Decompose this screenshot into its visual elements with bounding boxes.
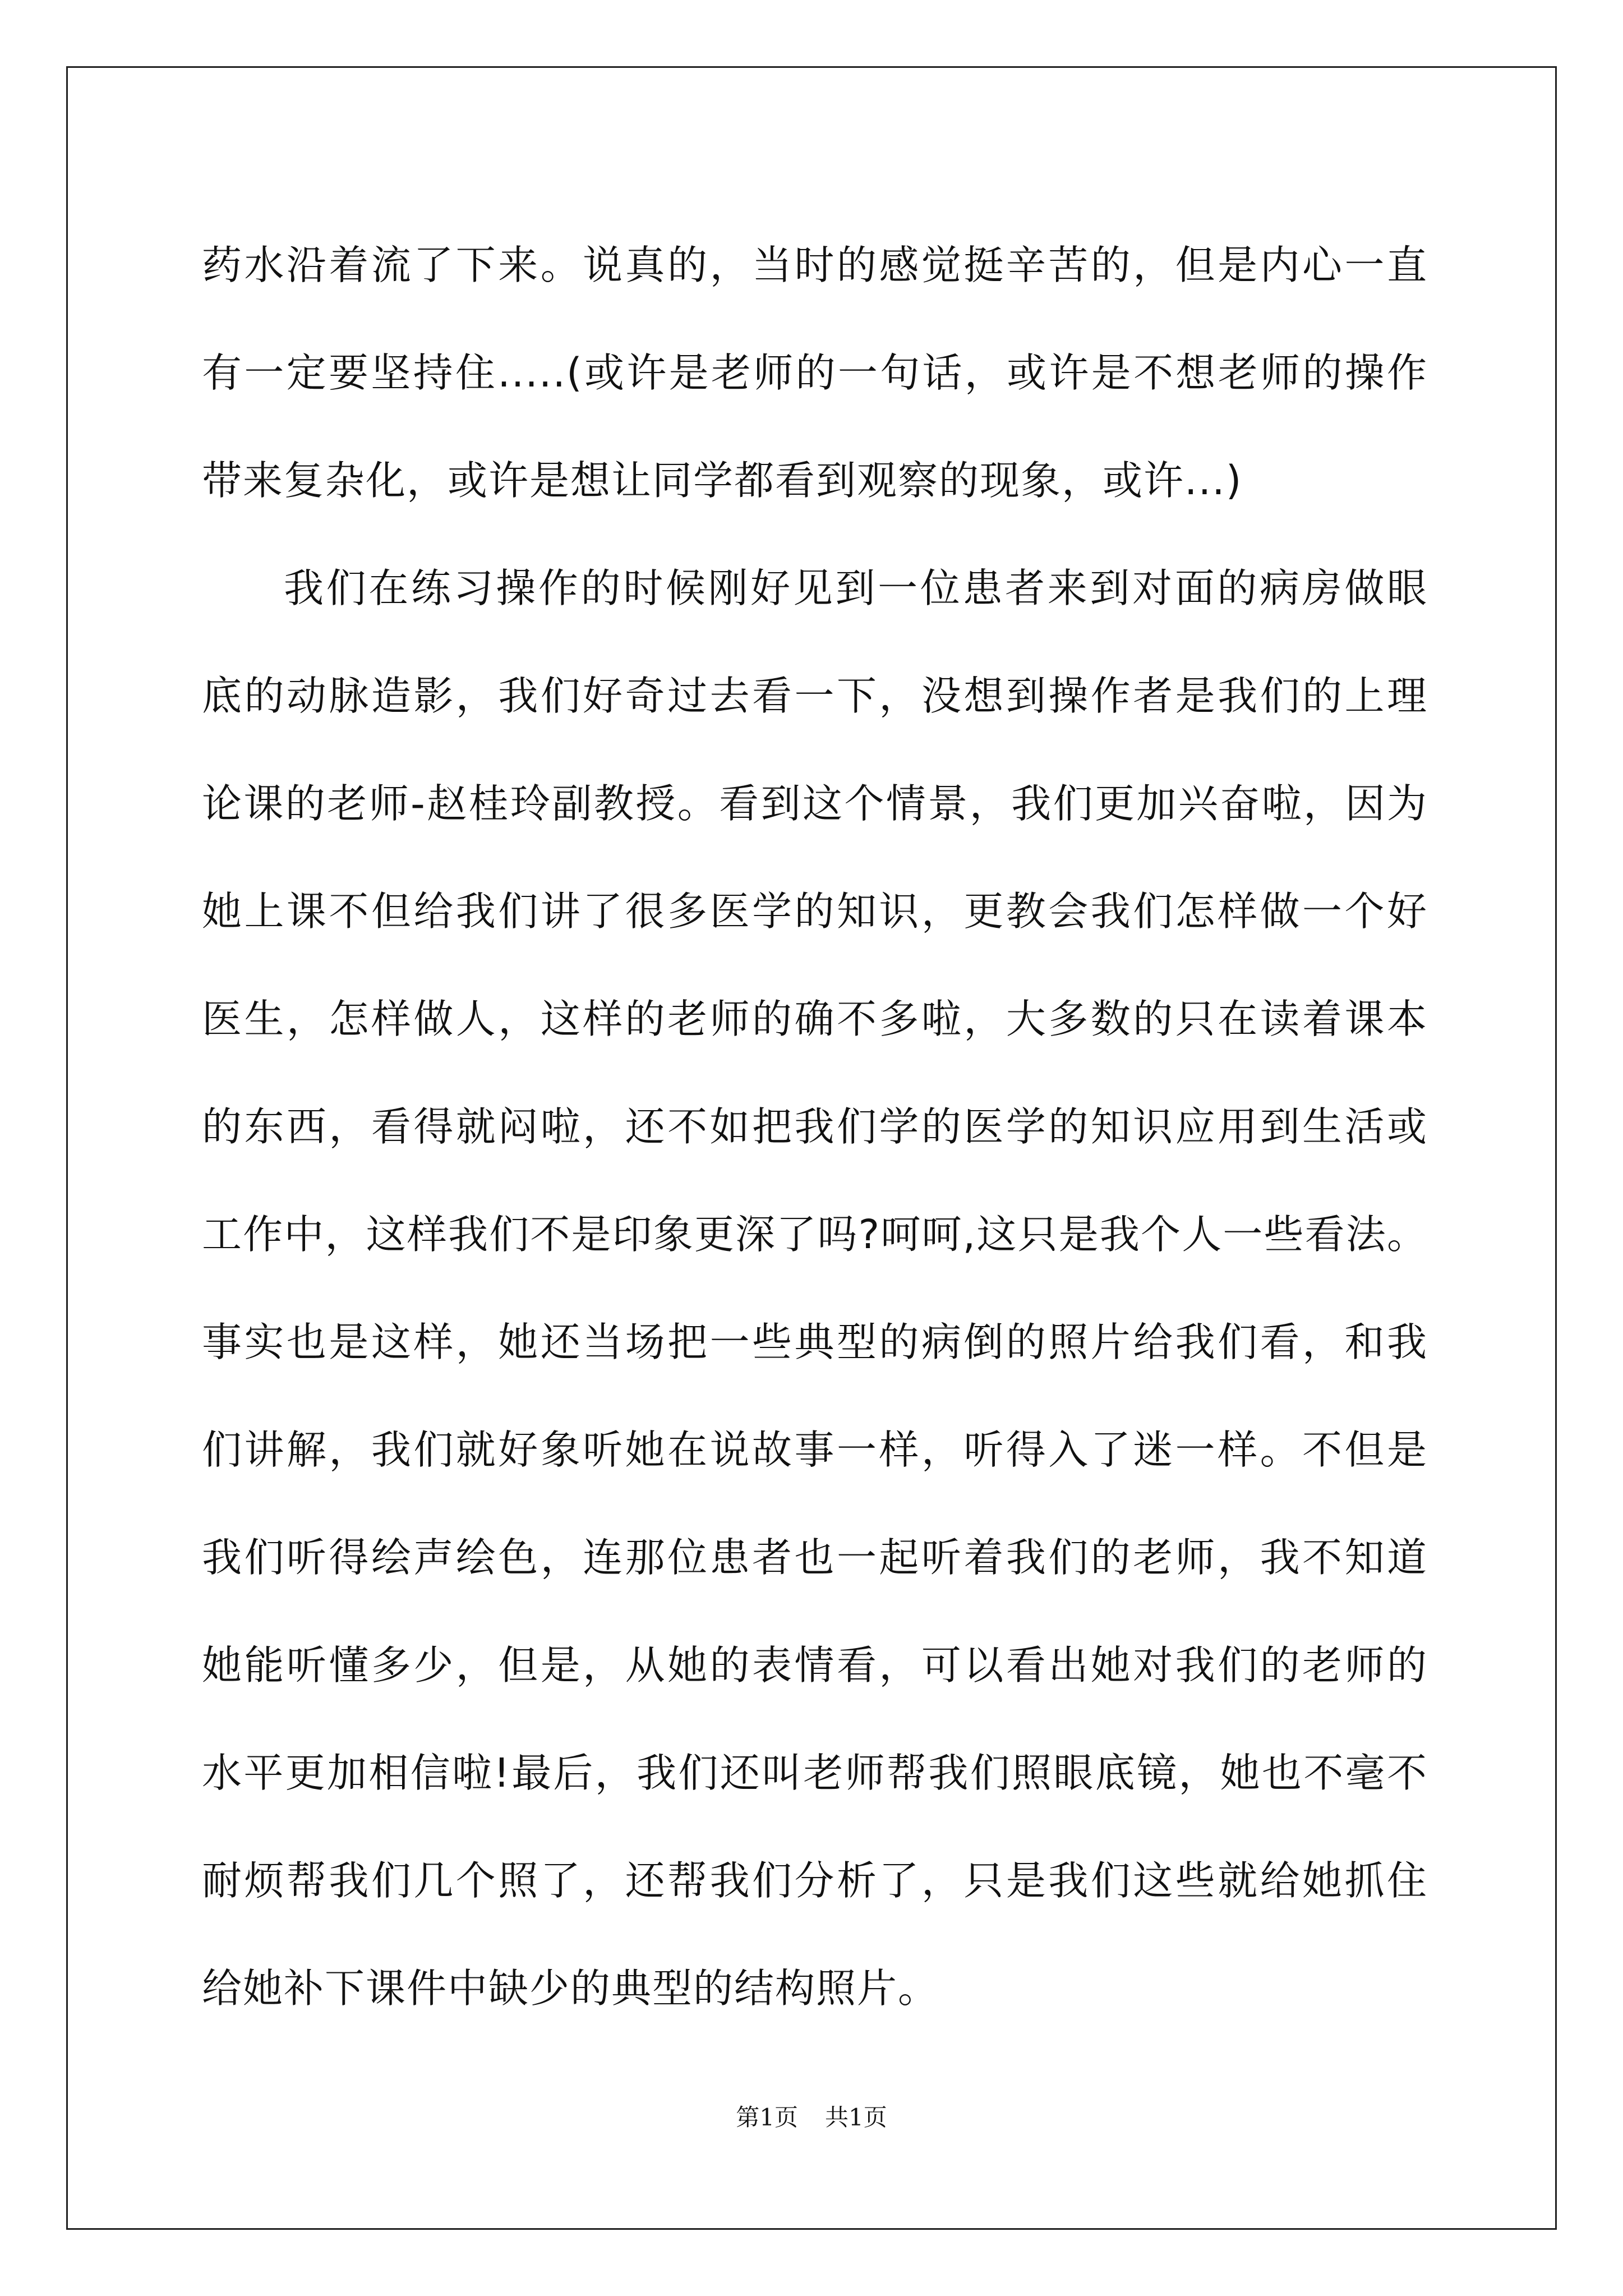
page-footer <box>0 2099 1623 2133</box>
paragraph-1: 药水沿着流了下来。说真的，当时的感觉挺辛苦的，但是内心一直有一定要坚持住.....(或许是老师的一句话，或许是不想老师的操作带来复杂化，或许是想让同学都看到观察的现象，或许...) <box>202 242 1428 504</box>
document-body <box>202 211 1428 2042</box>
page-number: 第1页 <box>736 2104 798 2131</box>
paragraph-2: 我们在练习操作的时候刚好见到一位患者来到对面的病房做眼底的动脉造影，我们好奇过去看一下，没想到操作者是我们的上理论课的老师-赵桂玲副教授。看到这个情景，我们更加兴奋啦，因为她上课不但给我们讲了很多医学的知识，更教会我们怎样做一个好医生，怎样做人，这样的老师的确不多啦，大多数的只在读着课本的东西，看得就闷啦，还不如把我们学的医学的知识应用到生活或工作中，这样我们不是印象更深了吗?呵呵,这只是我个人一些看法。事实也是这样，她还当场把一些典型的病倒的照片给我们看，和我们讲解，我们就好象听她在说故事一样，听得入了迷一样。不但是我们听得绘声绘色，连那位患者也一起听着我们的老师，我不知道她能听懂多少，但是，从她的表情看，可以看出她对我们的老师的水平更加相信啦!最后，我们还叫老师帮我们照眼底镜，她也不毫不耐烦帮我们几个照了，还帮我们分析了，只是我们这些就给她抓住给她补下课件中缺少的典型的结构照片。 <box>202 565 1428 2012</box>
page-total: 共1页 <box>825 2104 887 2131</box>
